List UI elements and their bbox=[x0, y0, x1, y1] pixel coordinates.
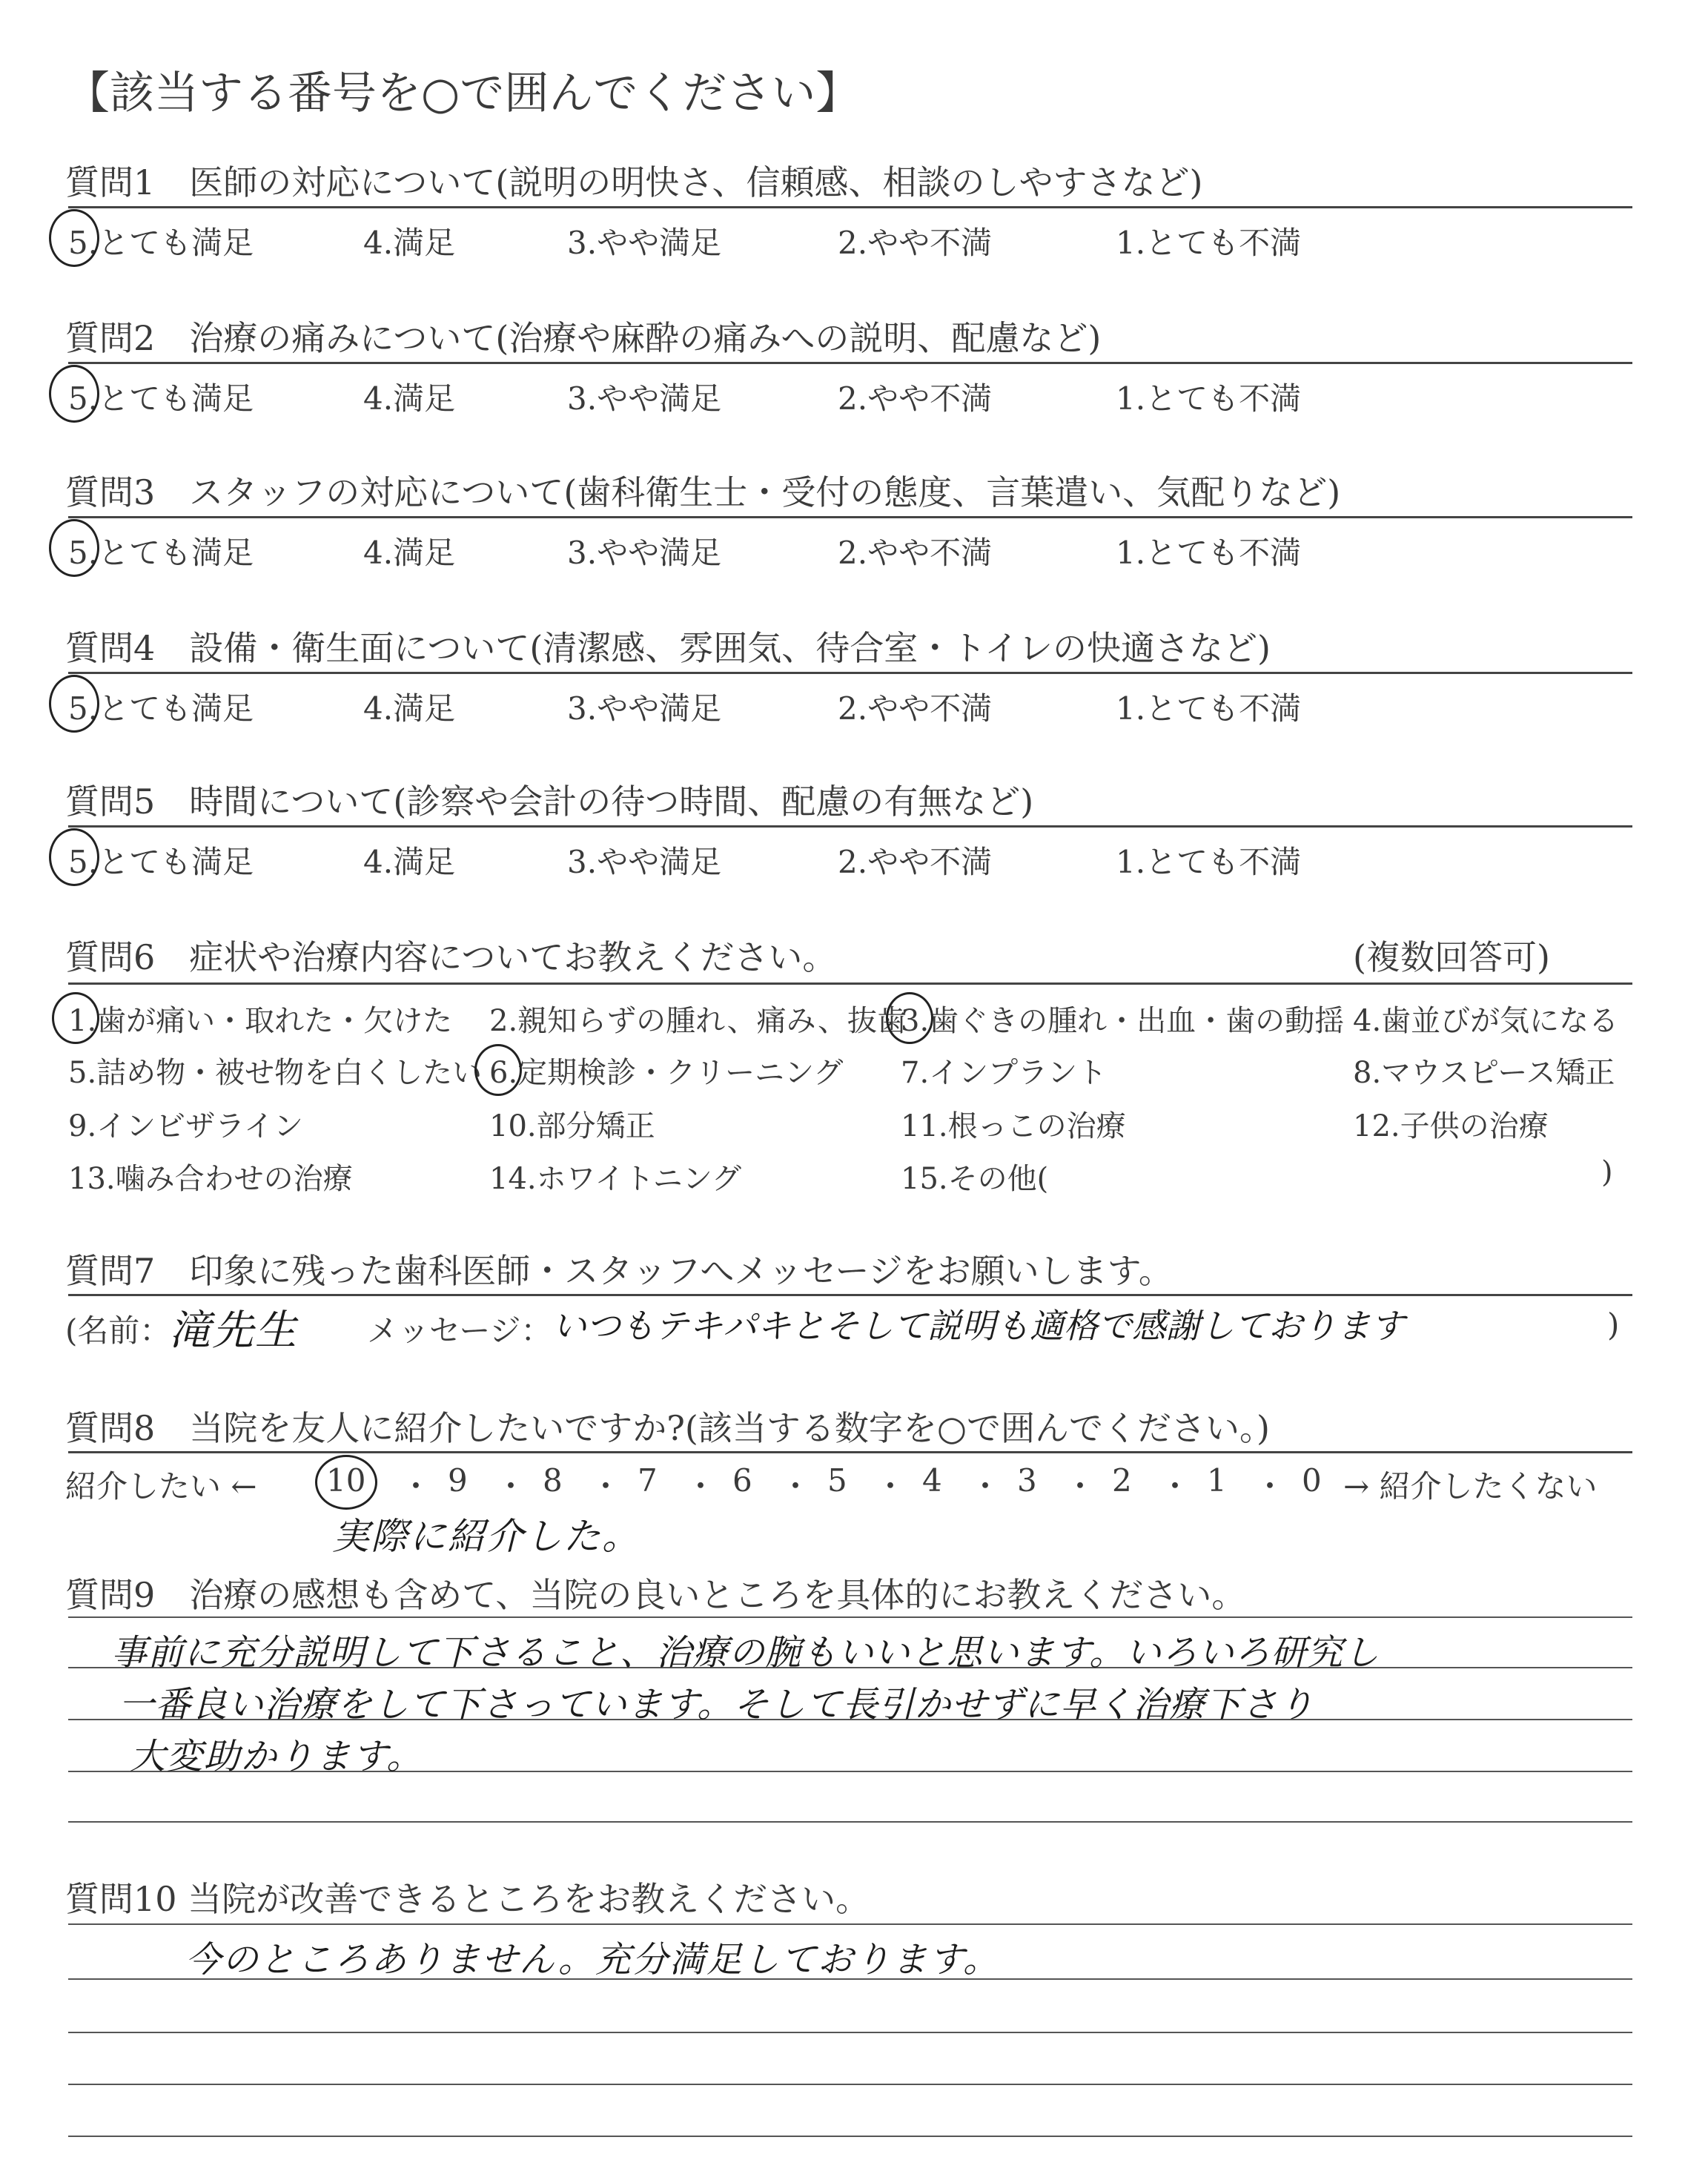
q5-rule bbox=[68, 825, 1632, 828]
q2-option-2[interactable]: 2.やや不満 bbox=[838, 380, 993, 417]
q3-option-4[interactable]: 4.満足 bbox=[363, 535, 456, 571]
q8-scale-4[interactable]: 4 bbox=[922, 1462, 942, 1499]
q1-option-5[interactable]: 5.とても満足 bbox=[68, 225, 254, 261]
q8-scale-dot: ・ bbox=[400, 1468, 432, 1505]
q6-option-4[interactable]: 4.歯並びが気になる bbox=[1353, 1004, 1619, 1038]
q10-rule-4 bbox=[68, 2084, 1632, 2085]
q7-name-label: (名前： bbox=[65, 1312, 171, 1349]
q6-option-2[interactable]: 2.親知らずの腫れ、痛み、抜歯 bbox=[489, 1004, 907, 1038]
q7-message-label: メッセージ： bbox=[367, 1312, 552, 1349]
q8-scale-1[interactable]: 1 bbox=[1207, 1462, 1227, 1499]
q6-title: 質問6 症状や治療内容についてお教えください。 bbox=[65, 937, 837, 977]
q8-scale-2[interactable]: 2 bbox=[1112, 1462, 1132, 1499]
q4-rule bbox=[68, 672, 1632, 674]
q8-scale-3[interactable]: 3 bbox=[1017, 1462, 1037, 1499]
q1-rule bbox=[68, 206, 1632, 208]
q7-title: 質問7 印象に残った歯科医師・スタッフへメッセージをお願いします。 bbox=[65, 1251, 1173, 1291]
q6-option-8[interactable]: 8.マウスピース矯正 bbox=[1353, 1056, 1615, 1090]
q8-scale-9[interactable]: 9 bbox=[448, 1462, 468, 1499]
q8-scale-6[interactable]: 6 bbox=[732, 1462, 752, 1499]
q5-option-4[interactable]: 4.満足 bbox=[363, 844, 456, 880]
q9-title: 質問9 治療の感想も含めて、当院の良いところを具体的にお教えください。 bbox=[65, 1575, 1246, 1615]
q6-option-7[interactable]: 7.インプラント bbox=[901, 1056, 1108, 1090]
q4-option-2[interactable]: 2.やや不満 bbox=[838, 690, 993, 727]
q10-rule-1 bbox=[68, 1923, 1632, 1925]
q7-message-value[interactable]: いつもテキパキとそして説明も適格で感謝しております bbox=[552, 1306, 1405, 1346]
q2-selected-circle bbox=[49, 365, 99, 423]
q5-title: 質問5 時間について(診察や会計の待つ時間、配慮の有無など) bbox=[65, 782, 1034, 822]
q7-close-paren: ) bbox=[1607, 1307, 1620, 1343]
q3-option-5[interactable]: 5.とても満足 bbox=[68, 535, 254, 571]
q5-selected-circle bbox=[49, 828, 99, 886]
q6-option-6[interactable]: 6.定期検診・クリーニング bbox=[489, 1056, 844, 1090]
q8-right-label: → 紹介したくない bbox=[1343, 1468, 1598, 1505]
q10-rule-5 bbox=[68, 2136, 1632, 2137]
q8-scale-dot: ・ bbox=[1159, 1468, 1191, 1505]
q8-scale-dot: ・ bbox=[1065, 1468, 1096, 1505]
q4-option-3[interactable]: 3.やや満足 bbox=[567, 690, 722, 727]
q2-option-3[interactable]: 3.やや満足 bbox=[567, 380, 722, 417]
q6-option-13[interactable]: 13.噛み合わせの治療 bbox=[68, 1162, 353, 1196]
q8-title: 質問8 当院を友人に紹介したいですか?(該当する数字を○で囲んでください。) bbox=[65, 1408, 1270, 1448]
q5-option-3[interactable]: 3.やや満足 bbox=[567, 844, 722, 880]
q8-handwritten-note[interactable]: 実際に紹介した。 bbox=[332, 1515, 640, 1558]
form-header: 【該当する番号を○で囲んでください】 bbox=[65, 67, 861, 119]
q6-option-12[interactable]: 12.子供の治療 bbox=[1353, 1109, 1549, 1143]
q8-selected-circle bbox=[315, 1455, 377, 1510]
q7-rule bbox=[68, 1294, 1632, 1296]
q3-selected-circle bbox=[49, 519, 99, 577]
q6-option-1[interactable]: 1.歯が痛い・取れた・欠けた bbox=[68, 1004, 453, 1038]
q8-scale-5[interactable]: 5 bbox=[827, 1462, 847, 1499]
q1-title: 質問1 医師の対応について(説明の明快さ、信頼感、相談のしやすさなど) bbox=[65, 162, 1203, 202]
q6-selected-circle bbox=[886, 992, 933, 1044]
q2-option-4[interactable]: 4.満足 bbox=[363, 380, 456, 417]
q10-title: 質問10 当院が改善できるところをお教えください。 bbox=[65, 1879, 870, 1919]
q6-selected-circle bbox=[52, 992, 99, 1044]
q1-option-3[interactable]: 3.やや満足 bbox=[567, 225, 722, 261]
q4-selected-circle bbox=[49, 675, 99, 733]
q10-answer-line-1[interactable]: 今のところありません。充分満足しております。 bbox=[185, 1939, 1001, 1981]
q8-scale-dot: ・ bbox=[590, 1468, 622, 1505]
q3-option-2[interactable]: 2.やや不満 bbox=[838, 535, 993, 571]
q8-scale-dot: ・ bbox=[685, 1468, 717, 1505]
q8-scale-7[interactable]: 7 bbox=[638, 1462, 658, 1499]
q1-option-4[interactable]: 4.満足 bbox=[363, 225, 456, 261]
q2-rule bbox=[68, 362, 1632, 364]
q7-name-value[interactable]: 滝先生 bbox=[169, 1307, 298, 1355]
q8-scale-dot: ・ bbox=[780, 1468, 812, 1505]
q8-scale-dot: ・ bbox=[875, 1468, 907, 1505]
q5-option-5[interactable]: 5.とても満足 bbox=[68, 844, 254, 880]
q3-title: 質問3 スタッフの対応について(歯科衛生士・受付の態度、言葉遣い、気配りなど) bbox=[65, 472, 1341, 512]
q8-scale-dot: ・ bbox=[970, 1468, 1002, 1505]
q8-scale-0[interactable]: 0 bbox=[1302, 1462, 1322, 1499]
q3-option-1[interactable]: 1.とても不満 bbox=[1116, 535, 1302, 571]
q6-option-9[interactable]: 9.インビザライン bbox=[68, 1109, 303, 1143]
q4-option-5[interactable]: 5.とても満足 bbox=[68, 690, 254, 727]
q4-option-1[interactable]: 1.とても不満 bbox=[1116, 690, 1302, 727]
q8-scale-10[interactable]: 10 bbox=[326, 1462, 366, 1499]
q6-option-5[interactable]: 5.詰め物・被せ物を白くしたい bbox=[68, 1056, 483, 1090]
q2-title: 質問2 治療の痛みについて(治療や麻酔の痛みへの説明、配慮など) bbox=[65, 318, 1102, 358]
q3-rule bbox=[68, 516, 1632, 518]
q6-selected-circle bbox=[474, 1044, 522, 1096]
q2-option-1[interactable]: 1.とても不満 bbox=[1116, 380, 1302, 417]
q8-scale-dot: ・ bbox=[495, 1468, 527, 1505]
q6-note: (複数回答可) bbox=[1353, 937, 1550, 977]
q9-rule-5 bbox=[68, 1821, 1632, 1823]
q6-option-3[interactable]: 3.歯ぐきの腫れ・出血・歯の動揺 bbox=[901, 1004, 1345, 1038]
q6-option-15[interactable]: 15.その他( bbox=[901, 1162, 1049, 1196]
q6-option-11[interactable]: 11.根っこの治療 bbox=[901, 1109, 1126, 1143]
q9-answer-line-1[interactable]: 事前に充分説明して下さること、治療の腕もいいと思います。いろいろ研究し bbox=[111, 1632, 1380, 1674]
q1-option-1[interactable]: 1.とても不満 bbox=[1116, 225, 1302, 261]
q4-title: 質問4 設備・衛生面について(清潔感、雰囲気、待合室・トイレの快適さなど) bbox=[65, 628, 1271, 668]
q3-option-3[interactable]: 3.やや満足 bbox=[567, 535, 722, 571]
q6-option-14[interactable]: 14.ホワイトニング bbox=[489, 1162, 742, 1196]
q8-scale-dot: ・ bbox=[1254, 1468, 1286, 1505]
q9-answer-line-2[interactable]: 一番良い治療をして下さっています。そして長引かせずに早く治療下さり bbox=[119, 1684, 1315, 1725]
q5-option-2[interactable]: 2.やや不満 bbox=[838, 844, 993, 880]
q8-left-label: 紹介したい ← bbox=[65, 1468, 257, 1505]
q8-rule bbox=[68, 1451, 1632, 1453]
q2-option-5[interactable]: 5.とても満足 bbox=[68, 380, 254, 417]
q1-selected-circle bbox=[49, 209, 99, 267]
q6-other-close-paren: ) bbox=[1601, 1155, 1613, 1189]
q6-option-10[interactable]: 10.部分矯正 bbox=[489, 1109, 655, 1143]
q9-answer-line-3[interactable]: 大変助かります。 bbox=[130, 1736, 424, 1777]
q10-rule-3 bbox=[68, 2032, 1632, 2033]
q1-option-2[interactable]: 2.やや不満 bbox=[838, 225, 993, 261]
q5-option-1[interactable]: 1.とても不満 bbox=[1116, 844, 1302, 880]
q6-rule bbox=[68, 982, 1632, 985]
q4-option-4[interactable]: 4.満足 bbox=[363, 690, 456, 727]
q9-rule-1 bbox=[68, 1616, 1632, 1618]
q8-scale-8[interactable]: 8 bbox=[543, 1462, 563, 1499]
